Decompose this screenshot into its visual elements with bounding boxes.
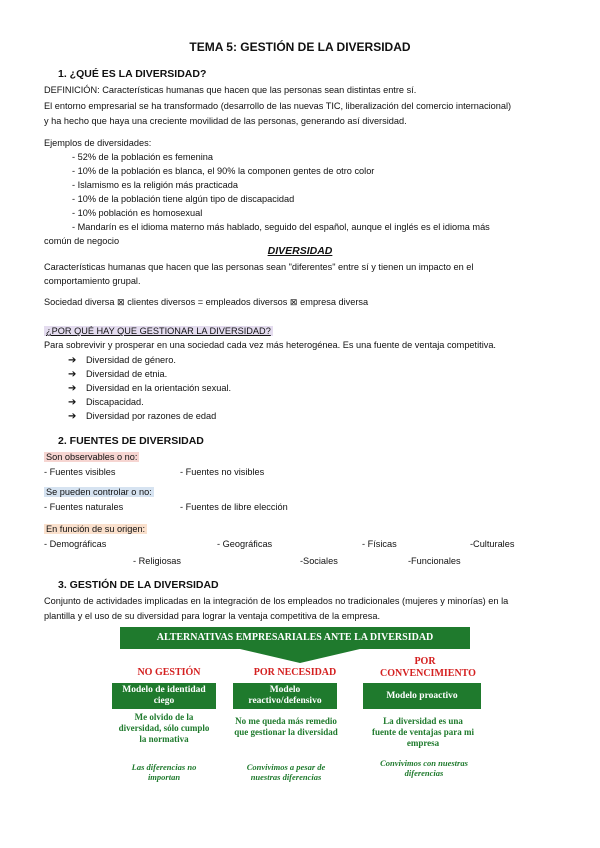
why-list-item: ➔ Discapacidad. bbox=[68, 397, 144, 408]
why-text: Para sobrevivir y prosperar en una sociedad cada vez más heterogénea. Es una fuente de ventaja competitiva. bbox=[44, 340, 496, 350]
origin-item: - Físicas bbox=[362, 539, 397, 549]
arrow-icon: ➔ bbox=[68, 411, 77, 422]
diversity-subtitle: DIVERSIDAD bbox=[267, 245, 333, 257]
example-item: - 10% población es homosexual bbox=[72, 208, 203, 218]
diversity-definition-line-2: comportamiento grupal. bbox=[44, 276, 141, 286]
section-2-heading: 2. FUENTES DE DIVERSIDAD bbox=[58, 435, 204, 447]
origin-label-row bbox=[44, 523, 147, 535]
column-head: POR CONVENCIMIENTO bbox=[380, 656, 476, 679]
examples-label: Ejemplos de diversidades: bbox=[44, 138, 152, 148]
control-b: - Fuentes de libre elección bbox=[180, 502, 288, 512]
origin-item: - Demográficas bbox=[44, 539, 107, 549]
why-list-item: ➔ Diversidad por razones de edad bbox=[68, 411, 217, 422]
arrow-icon: ➔ bbox=[68, 397, 77, 408]
control-label-row bbox=[44, 486, 154, 498]
control-label: Se pueden controlar o no: bbox=[46, 487, 152, 497]
definition-line bbox=[44, 84, 416, 96]
environment-line-2: y ha hecho que haya una creciente movilidad de las personas, generando así diversidad. bbox=[44, 116, 407, 126]
model-box: Modelo reactivo/defensivo bbox=[233, 683, 337, 709]
origin-item: -Funcionales bbox=[408, 556, 461, 566]
model-motto: Convivimos a pesar de nuestras diferencias bbox=[246, 762, 326, 782]
example-item: - 10% de la población es blanca, el 90% la componen gentes de otro color bbox=[72, 166, 375, 176]
observable-label-row bbox=[44, 451, 139, 463]
observable-label: Son observables o no: bbox=[46, 452, 138, 462]
section-1-heading: 1. ¿QUÉ ES LA DIVERSIDAD? bbox=[58, 68, 207, 80]
column-head: POR NECESIDAD bbox=[253, 667, 337, 678]
page-title: TEMA 5: GESTIÓN DE LA DIVERSIDAD bbox=[189, 40, 411, 54]
example-item: - 52% de la población es femenina bbox=[72, 152, 213, 162]
model-box: Modelo proactivo bbox=[363, 683, 481, 709]
model-box: Modelo de identidad ciego bbox=[112, 683, 216, 709]
example-item-continuation: común de negocio bbox=[44, 236, 120, 246]
observable-a: - Fuentes visibles bbox=[44, 467, 116, 477]
arrow-icon: ➔ bbox=[68, 383, 77, 394]
definition-label: DEFINICIÓN bbox=[44, 85, 98, 95]
why-list-item: ➔ Diversidad en la orientación sexual. bbox=[68, 383, 232, 394]
model-motto: Convivimos con nuestras diferencias bbox=[380, 758, 468, 778]
model-motto: Las diferencias no importan bbox=[131, 762, 197, 782]
society-equation: Sociedad diversa ⊠ clientes diversos = empleados diversos ⊠ empresa diversa bbox=[44, 297, 369, 307]
origin-item: -Culturales bbox=[470, 539, 515, 549]
section-3-heading: 3. GESTIÓN DE LA DIVERSIDAD bbox=[58, 579, 219, 591]
diversity-definition-line-1: Características humanas que hacen que las personas sean "diferentes" entre sí y tienen un impacto en el bbox=[44, 262, 474, 272]
model-description: No me queda más remedio que gestionar la diversidad bbox=[234, 716, 338, 737]
model-description: Me olvido de la diversidad, sólo cumplo la normativa bbox=[118, 712, 210, 744]
section-3-line-2: plantilla y el uso de su diversidad para lograr la ventaja competitiva de la empresa. bbox=[44, 611, 381, 621]
arrow-icon: ➔ bbox=[68, 355, 77, 366]
origin-item: - Geográficas bbox=[217, 539, 273, 549]
example-item: - Islamismo es la religión más practicada bbox=[72, 180, 238, 190]
observable-b: - Fuentes no visibles bbox=[180, 467, 265, 477]
definition-text: : Características humanas que hacen que las personas sean distintas entre sí. bbox=[97, 85, 417, 95]
column-head: NO GESTIÓN bbox=[137, 667, 201, 678]
why-heading bbox=[44, 325, 273, 337]
origin-item: - Religiosas bbox=[133, 556, 181, 566]
why-heading-text: ¿POR QUÉ HAY QUE GESTIONAR LA DIVERSIDAD? bbox=[46, 326, 271, 336]
section-3-line-1: Conjunto de actividades implicadas en la integración de los empleados no tradicionales (mujeres y minorías) en la bbox=[44, 596, 509, 606]
control-a: - Fuentes naturales bbox=[44, 502, 124, 512]
example-item: - 10% de la población tiene algún tipo de discapacidad bbox=[72, 194, 295, 204]
example-item: - Mandarín es el idioma materno más hablado, seguido del español, aunque el inglés es el idioma más bbox=[72, 222, 490, 232]
figure-banner: ALTERNATIVAS EMPRESARIALES ANTE LA DIVERSIDAD bbox=[120, 627, 470, 649]
environment-line-1: El entorno empresarial se ha transformado (desarrollo de las nuevas TIC, liberalización del comercio internacional) bbox=[44, 101, 512, 111]
banner-arrow bbox=[240, 649, 360, 663]
model-description: La diversidad es una fuente de ventajas para mi empresa bbox=[372, 716, 474, 748]
origin-item: -Sociales bbox=[300, 556, 338, 566]
why-list-item: ➔ Diversidad de género. bbox=[68, 355, 176, 366]
why-list-item: ➔ Diversidad de etnia. bbox=[68, 369, 168, 380]
arrow-icon: ➔ bbox=[68, 369, 77, 380]
origin-label: En función de su origen: bbox=[46, 524, 146, 534]
